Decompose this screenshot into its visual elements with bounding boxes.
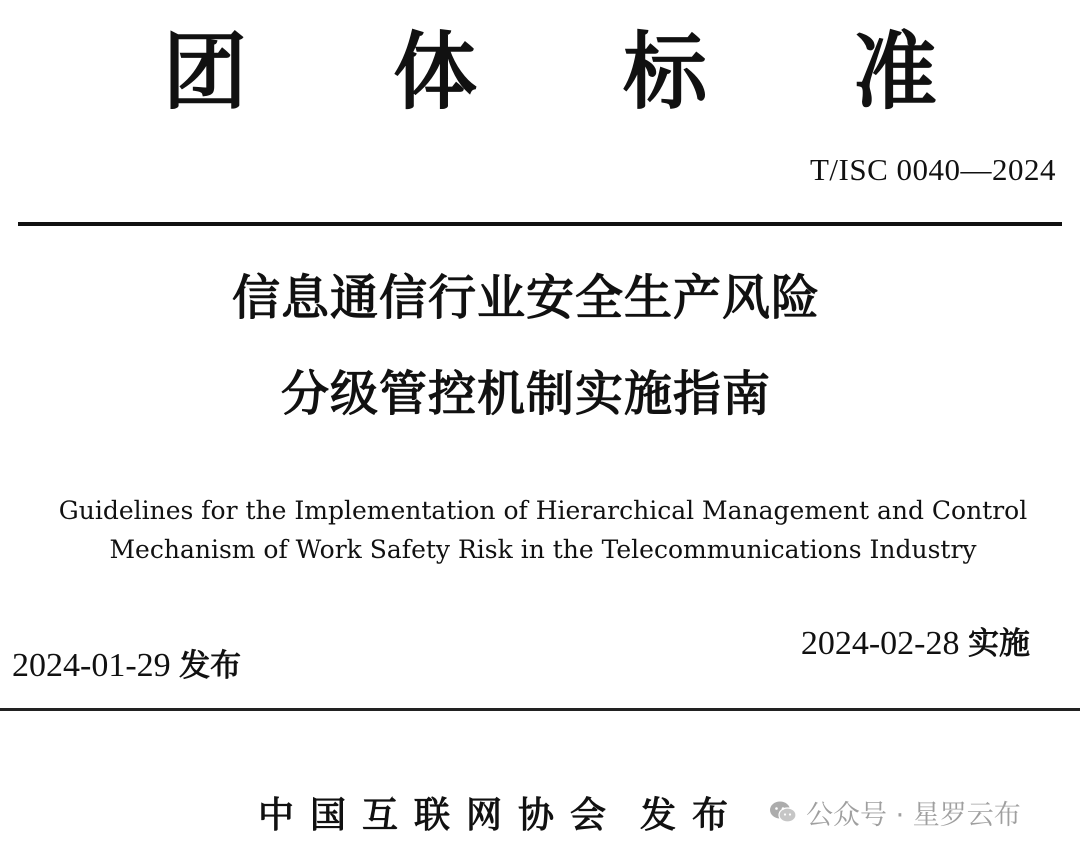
title-en-line1: Guidelines for the Implementation of Hierarchical Management and Control (58, 496, 1028, 525)
standard-type-char: 体 (392, 23, 477, 121)
publish-verb: 发布 (640, 795, 745, 836)
standard-type-heading (0, 22, 1080, 122)
top-divider (18, 222, 1062, 226)
wechat-icon (768, 797, 798, 827)
effective-date-line (801, 622, 1030, 666)
effective-label: 实施 (968, 626, 1030, 662)
title-zh-line1: 信息通信行业安全生产风险 (231, 270, 820, 326)
title-zh-line2: 分级管控机制实施指南 (280, 366, 771, 422)
issue-label: 发布 (179, 648, 242, 684)
publisher-line (258, 790, 744, 842)
title-en-line2: Mechanism of Work Safety Risk in the Telecommunications Industry (109, 535, 977, 564)
standard-type-char: 标 (622, 23, 707, 121)
standard-type-char: 准 (852, 23, 937, 121)
publisher-name: 中国互联网协会 (258, 795, 623, 836)
standard-number: T/ISC 0040—2024 (809, 152, 1056, 187)
issue-date-line (12, 644, 241, 688)
effective-date: 2024-02-28 (800, 625, 960, 662)
watermark-text: 公众号 · 星罗云布 (806, 799, 1021, 831)
bottom-divider (0, 708, 1080, 711)
standard-type-char: 团 (162, 23, 247, 121)
issue-date: 2024-01-29 (12, 647, 171, 684)
watermark (768, 790, 1021, 834)
